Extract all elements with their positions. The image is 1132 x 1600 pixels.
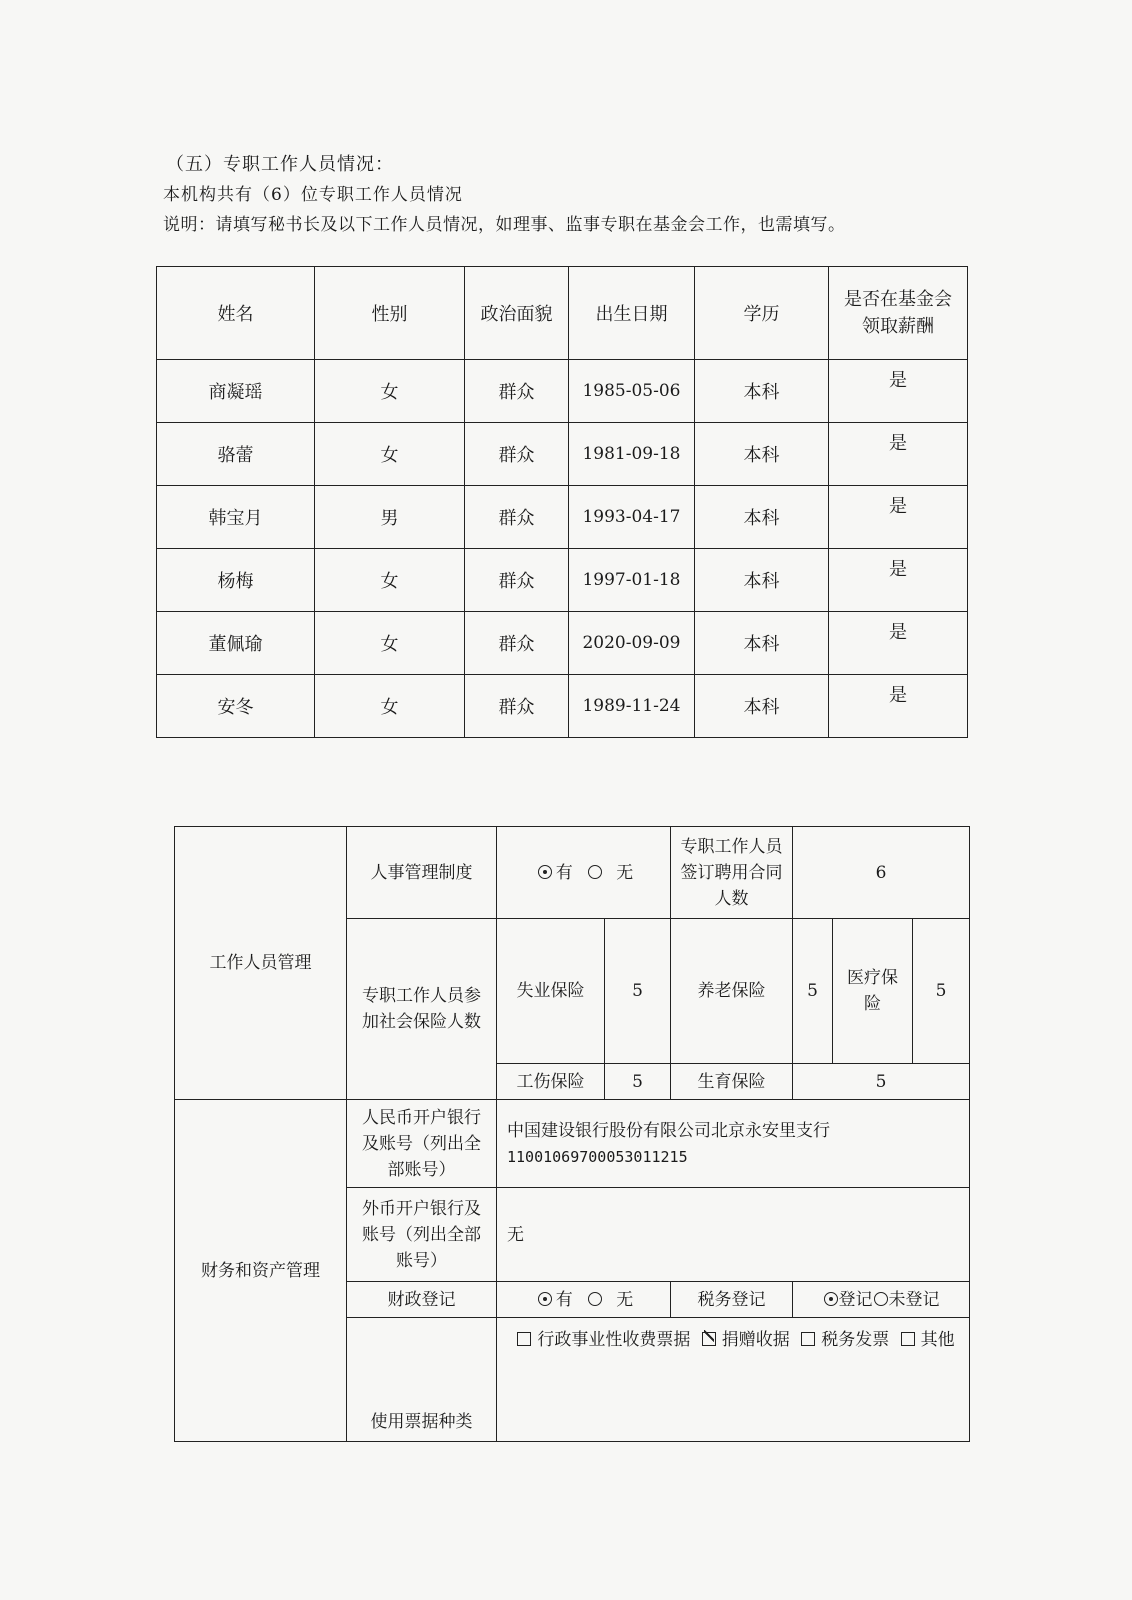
- fiscal-reg-options: [497, 1282, 671, 1318]
- staff-table: [156, 266, 968, 738]
- medical-count: 5: [913, 919, 970, 1064]
- cell-political: 群众: [465, 549, 569, 612]
- unemployment-label: 失业保险: [497, 919, 605, 1064]
- injury-count: 5: [605, 1064, 671, 1100]
- rmb-account-row: [175, 1100, 970, 1188]
- cell-political: 群众: [465, 612, 569, 675]
- checkbox-unchecked-icon[interactable]: [901, 1332, 915, 1346]
- rmb-bank: 中国建设银行股份有限公司北京永安里支行: [507, 1120, 830, 1141]
- finance-label: 财务和资产管理: [175, 1100, 347, 1442]
- pension-count: 5: [793, 919, 833, 1064]
- receipt-option-2: 捐赠收据: [721, 1330, 790, 1350]
- header-gender: 性别: [315, 267, 465, 360]
- fx-account-value: 无: [497, 1188, 970, 1282]
- fiscal-reg-label: 财政登记: [347, 1282, 497, 1318]
- injury-label: 工伤保险: [497, 1064, 605, 1100]
- tax-reg-options: [793, 1282, 970, 1318]
- option-no: 无: [616, 862, 634, 883]
- cell-political: 群众: [465, 486, 569, 549]
- medical-label: 医疗保险: [833, 919, 913, 1064]
- table-row: [157, 549, 968, 612]
- cell-salary: 是: [829, 675, 968, 738]
- checkbox-checked-icon[interactable]: [702, 1332, 716, 1346]
- header-political: 政治面貌: [465, 267, 569, 360]
- cell-salary: 是: [829, 612, 968, 675]
- radio-unchecked-icon[interactable]: [588, 865, 602, 879]
- cell-education: 本科: [695, 423, 829, 486]
- receipt-option-4: 其他: [920, 1330, 955, 1350]
- cell-birthdate: 1993-04-17: [569, 486, 695, 549]
- cell-birthdate: 1985-05-06: [569, 360, 695, 423]
- table-row: [157, 423, 968, 486]
- cell-birthdate: 1981-09-18: [569, 423, 695, 486]
- cell-political: 群众: [465, 360, 569, 423]
- section-heading: （五）专职工作人员情况：: [166, 154, 394, 175]
- cell-name: 董佩瑜: [157, 612, 315, 675]
- staff-table-header: [157, 267, 968, 360]
- cell-name: 韩宝月: [157, 486, 315, 549]
- rmb-account-number: 11001069700053011215: [507, 1147, 688, 1166]
- receipt-options: [497, 1318, 970, 1442]
- radio-checked-icon[interactable]: [824, 1292, 838, 1306]
- receipt-option-1: 行政事业性收费票据: [537, 1330, 691, 1350]
- radio-unchecked-icon[interactable]: [874, 1292, 888, 1306]
- checkbox-unchecked-icon[interactable]: [517, 1332, 531, 1346]
- cell-education: 本科: [695, 612, 829, 675]
- hr-system-label: 人事管理制度: [347, 827, 497, 919]
- cell-name: 骆蕾: [157, 423, 315, 486]
- table-row: [157, 675, 968, 738]
- rmb-account-value: [497, 1100, 970, 1188]
- cell-birthdate: 2020-09-09: [569, 612, 695, 675]
- option-registered: 登记: [838, 1289, 873, 1310]
- cell-gender: 男: [315, 486, 465, 549]
- radio-checked-icon[interactable]: [538, 865, 552, 879]
- fx-account-label: 外币开户银行及账号（列出全部账号）: [347, 1188, 497, 1282]
- table-row: [157, 612, 968, 675]
- radio-unchecked-icon[interactable]: [588, 1292, 602, 1306]
- cell-salary: 是: [829, 549, 968, 612]
- cell-education: 本科: [695, 360, 829, 423]
- cell-political: 群众: [465, 423, 569, 486]
- table-row: [157, 360, 968, 423]
- maternity-count: 5: [793, 1064, 970, 1100]
- hr-system-options: [497, 827, 671, 919]
- radio-checked-icon[interactable]: [538, 1292, 552, 1306]
- contract-label: 专职工作人员签订聘用合同人数: [671, 827, 793, 919]
- maternity-label: 生育保险: [671, 1064, 793, 1100]
- cell-name: 杨梅: [157, 549, 315, 612]
- contract-count: 6: [793, 827, 970, 919]
- cell-political: 群众: [465, 675, 569, 738]
- cell-gender: 女: [315, 675, 465, 738]
- header-name: 姓名: [157, 267, 315, 360]
- cell-gender: 女: [315, 360, 465, 423]
- tax-reg-label: 税务登记: [671, 1282, 793, 1318]
- cell-name: 安冬: [157, 675, 315, 738]
- cell-education: 本科: [695, 486, 829, 549]
- option-yes: 有: [555, 862, 573, 883]
- cell-birthdate: 1997-01-18: [569, 549, 695, 612]
- option-unregistered: 未登记: [888, 1289, 940, 1310]
- header-birthdate: 出生日期: [569, 267, 695, 360]
- cell-salary: 是: [829, 360, 968, 423]
- cell-birthdate: 1989-11-24: [569, 675, 695, 738]
- receipt-label: 使用票据种类: [347, 1318, 497, 1442]
- option-yes: 有: [555, 1289, 573, 1310]
- receipt-option-3: 税务发票: [821, 1330, 890, 1350]
- cell-salary: 是: [829, 423, 968, 486]
- management-table: [174, 826, 970, 1442]
- option-no: 无: [616, 1289, 634, 1310]
- header-education: 学历: [695, 267, 829, 360]
- cell-education: 本科: [695, 549, 829, 612]
- pension-label: 养老保险: [671, 919, 793, 1064]
- cell-name: 商凝瑶: [157, 360, 315, 423]
- cell-gender: 女: [315, 612, 465, 675]
- cell-gender: 女: [315, 423, 465, 486]
- staff-count-line: 本机构共有（6）位专职工作人员情况: [163, 185, 463, 205]
- unemployment-count: 5: [605, 919, 671, 1064]
- hr-system-row: [175, 827, 970, 919]
- staff-mgmt-label: 工作人员管理: [175, 827, 347, 1100]
- cell-education: 本科: [695, 675, 829, 738]
- cell-gender: 女: [315, 549, 465, 612]
- cell-salary: 是: [829, 486, 968, 549]
- table-row: [157, 486, 968, 549]
- note-line: 说明：请填写秘书长及以下工作人员情况，如理事、监事专职在基金会工作，也需填写。: [163, 215, 846, 235]
- header-salary: 是否在基金会领取薪酬: [829, 267, 968, 360]
- social-ins-label: 专职工作人员参加社会保险人数: [347, 919, 497, 1100]
- rmb-account-label: 人民币开户银行及账号（列出全部账号）: [347, 1100, 497, 1188]
- checkbox-unchecked-icon[interactable]: [801, 1332, 815, 1346]
